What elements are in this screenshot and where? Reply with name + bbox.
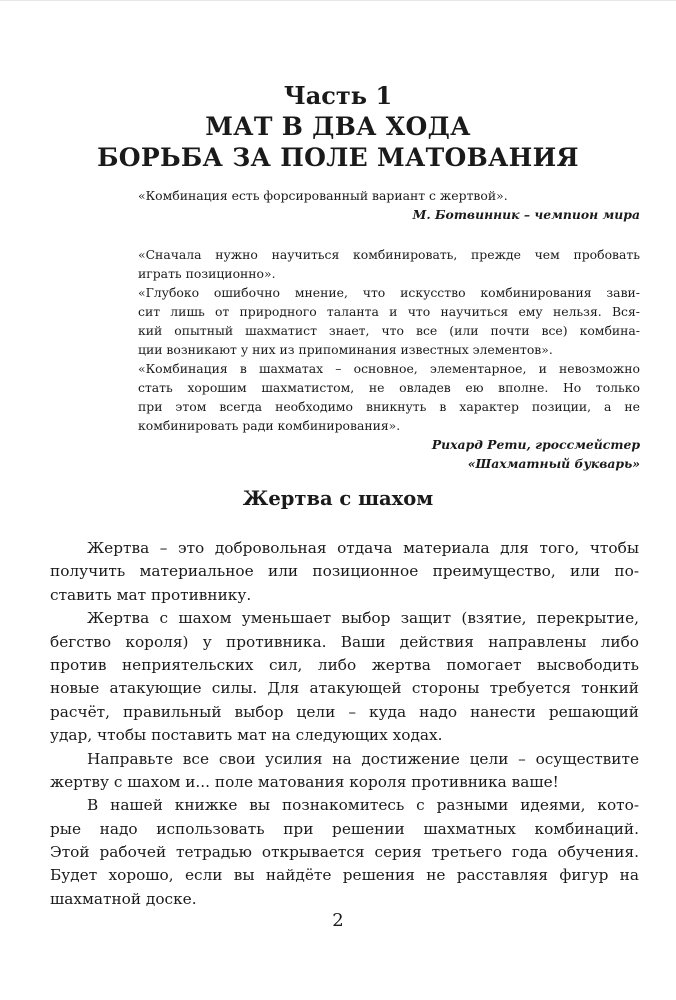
body-line: жертву с шахом и... поле матования короля противника ваше! [50,772,559,791]
epigraph-line: «Глубоко ошибочно мнение, что искусство комбинирования зави- [138,285,640,300]
page-number: 2 [332,910,344,931]
epigraph-line: сит лишь от природного таланта и что научиться ему нельзя. Вся- [138,304,640,319]
body-line: Направьте все свои усилия на достижение цели – осуществите [87,749,639,768]
epigraph-reti [138,245,640,473]
body-line: Жертва – это добровольная отдача материала для того, чтобы [87,539,639,557]
epigraph-line: комбинировать ради комбинирования». [138,418,401,433]
epigraph-line: ции возникают у них из припоминания известных элементов». [138,342,553,357]
body-line: Будет хорошо, если вы найдёте решения не расставляя фигур на [50,866,639,885]
epigraph-author: М. Ботвинник – чемпион мира [412,207,640,222]
body-line: бегство короля) у противника. Ваши действия направлены либо [50,632,639,651]
epigraph-source: «Шахматный букварь» [467,456,640,471]
chapter-title-line-2: БОРЬБА ЗА ПОЛЕ МАТОВАНИЯ [97,143,579,172]
body-line: рые надо использовать при решении шахматных комбинаций. [50,819,639,838]
epigraph-line: кий опытный шахматист знает, что все (или почти все) комбина- [138,323,640,338]
body-line: новые атакующие силы. Для атакующей стороны требуется тонкий [50,679,639,698]
part-label: Часть 1 [283,81,393,110]
epigraph-line: при этом всегда необходимо вникнуть в характер позиции, а не [138,399,640,414]
epigraph-line: «Комбинация есть форсированный вариант с жертвой». [138,188,508,203]
body-line: шахматной доске. [50,889,197,908]
page-top-edge [0,0,676,1]
body-text [50,537,639,911]
body-line: Этой рабочей тетрадью открывается серия третьего года обучения. [50,843,639,862]
body-line: Жертва с шахом уменьшает выбор защит (взятие, перекрытие, [87,609,639,628]
chapter-title-line-1: МАТ В ДВА ХОДА [205,112,471,141]
body-line: В нашей книжке вы познакомитесь с разными идеями, кото- [87,796,639,815]
section-title: Жертва с шахом [242,487,434,510]
body-line: расчёт, правильный выбор цели – куда надо нанести решающий [50,702,639,721]
epigraph-author: Рихард Рети, гроссмейстер [431,437,640,452]
epigraph-line: играть позиционно». [138,266,276,281]
body-line: ставить мат противнику. [50,585,252,604]
epigraph-line: «Комбинация в шахматах – основное, элементарное, и невозможно [138,361,640,376]
body-line: получить материальное или позиционное преимущество, или по- [50,562,639,581]
body-line: удар, чтобы поставить мат на следующих ходах. [50,726,443,745]
epigraph-line: стать хорошим шахматистом, не овладев ею вполне. Но только [138,380,640,395]
body-line: против неприятельских сил, либо жертва помогает высвободить [50,655,639,674]
epigraph-line: «Сначала нужно научиться комбинировать, прежде чем пробовать [138,247,640,262]
epigraph-botvinnik [138,186,640,224]
